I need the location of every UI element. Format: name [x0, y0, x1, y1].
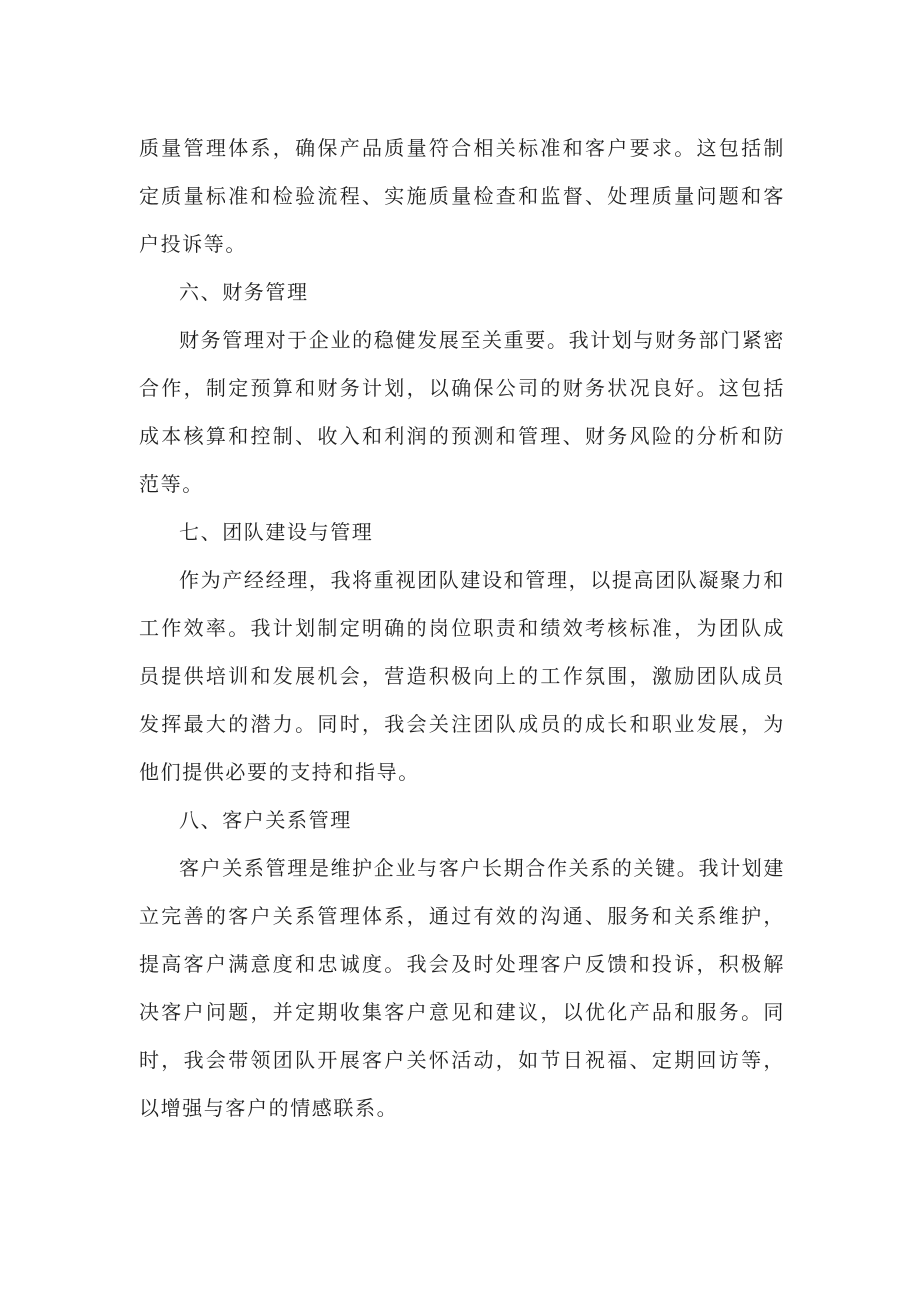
document-body	[139, 124, 785, 1132]
section-heading-team: 七、团队建设与管理	[179, 520, 374, 544]
paragraph-customer: 客户关系管理是维护企业与客户长期合作关系的关键。我计划建立完善的客户关系管理体系，通过有效的沟通、服务和关系维护，提高客户满意度和忠诚度。我会及时处理客户反馈和投诉，积极解决客户问题，并定期收集客户意见和建议，以优化产品和服务。同时，我会带领团队开展客户关怀活动，如节日祝福、定期回访等，以增强与客户的情感联系。	[139, 856, 785, 1120]
paragraph-finance: 财务管理对于企业的稳健发展至关重要。我计划与财务部门紧密合作，制定预算和财务计划，以确保公司的财务状况良好。这包括成本核算和控制、收入和利润的预测和管理、财务风险的分析和防范等。	[139, 328, 785, 496]
paragraph-quality-continued: 质量管理体系，确保产品质量符合相关标准和客户要求。这包括制定质量标准和检验流程、实施质量检查和监督、处理质量问题和客户投诉等。	[139, 136, 785, 256]
section-heading-customer: 八、客户关系管理	[179, 808, 352, 832]
paragraph-team: 作为产经经理，我将重视团队建设和管理，以提高团队凝聚力和工作效率。我计划制定明确的岗位职责和绩效考核标准，为团队成员提供培训和发展机会，营造积极向上的工作氛围，激励团队成员发挥最大的潜力。同时，我会关注团队成员的成长和职业发展，为他们提供必要的支持和指导。	[139, 568, 785, 784]
section-heading-finance: 六、财务管理	[179, 280, 309, 304]
